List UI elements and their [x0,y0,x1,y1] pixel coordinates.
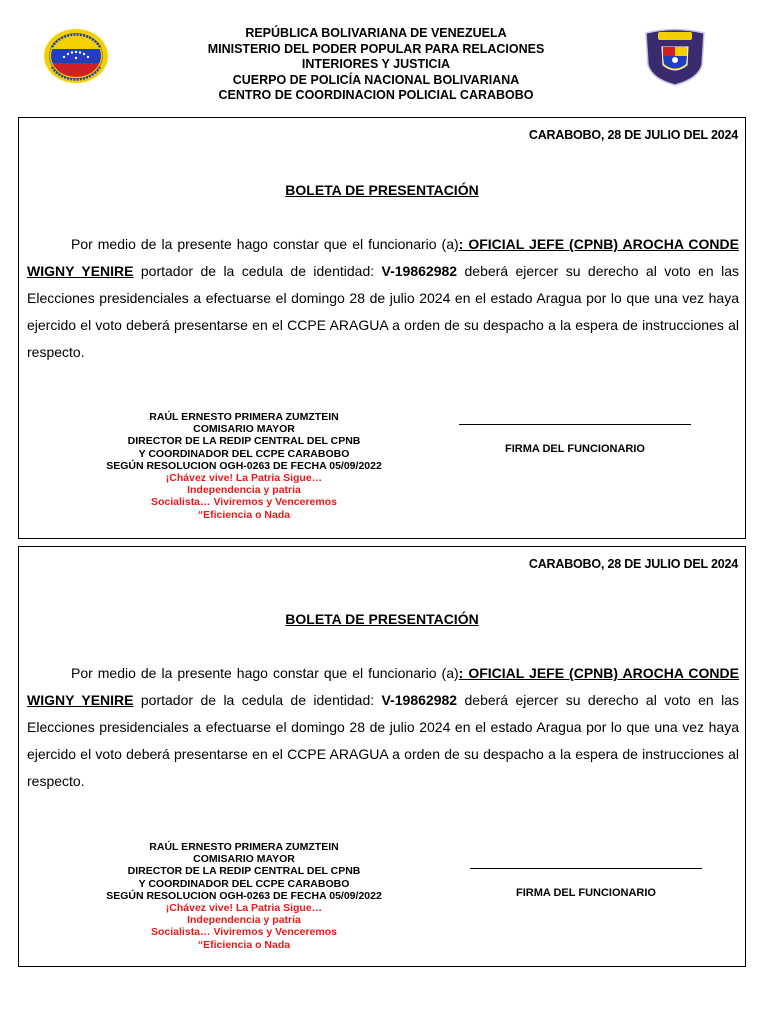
signature-field [468,868,704,899]
signatory-line: Y COORDINADOR DEL CCPE CARABOBO [138,877,350,890]
signatory-line: RAÚL ERNESTO PRIMERA ZUMZTEIN [149,841,339,853]
officer-rank-name: : OFICIAL JEFE (CPNB) AROCHA CONDE WIGNY YENIRE [27,665,739,708]
motto-line: ¡Chávez vive! La Patria Sigue… [165,902,323,915]
signature-line [459,424,691,425]
signature-field [457,424,693,455]
signatory-block [53,841,435,951]
header-line: CENTRO DE COORDINACION POLICIAL CARABOBO [218,88,534,102]
body-id-intro: portador de la cedula de identidad: [133,692,382,708]
body-intro: Por medio de la presente hago constar que el funcionario (a) [71,665,459,681]
signatory-line: RAÚL ERNESTO PRIMERA ZUMZTEIN [149,411,339,423]
motto-line: “Eficiencia o Nada [197,508,291,521]
signatory-line: SEGÚN RESOLUCION OGH-0263 DE FECHA 05/09/2022 [106,459,382,472]
officer-rank-name: : OFICIAL JEFE (CPNB) AROCHA CONDE WIGNY YENIRE [27,236,739,279]
signature-label: FIRMA DEL FUNCIONARIO [505,443,645,455]
body-rest: deberá ejercer su derecho al voto en las Elecciones presidenciales a efectuarse el domingo 28 de julio 2024 en el estado Aragua por lo que una vez haya ejercido el voto deberá presentarse en el CCPE ARAGUA a orden de su despacho a la espera de instrucciones al respecto. [27,263,739,360]
body-intro: Por medio de la presente hago constar que el funcionario (a) [71,236,459,252]
body-id-intro: portador de la cedula de identidad: [133,263,382,279]
signatory-line: COMISARIO MAYOR [193,853,295,866]
signatory-block [53,411,435,521]
officer-id: V-19862982 [381,263,458,279]
letterhead-text [150,26,602,104]
motto-line: Socialista… Viviremos y Venceremos [151,926,337,939]
document-date: CARABOBO, 28 DE JULIO DEL 2024 [528,128,738,142]
body-rest: deberá ejercer su derecho al voto en las Elecciones presidenciales a efectuarse el domingo 28 de julio 2024 en el estado Aragua por lo que una vez haya ejercido el voto deberá presentarse en el CCPE ARAGUA a orden de su despacho a la espera de instrucciones al respecto. [27,692,739,789]
boleta-card [18,546,746,967]
document-date: CARABOBO, 28 DE JULIO DEL 2024 [528,557,738,571]
motto-line: Socialista… Viviremos y Venceremos [151,496,337,509]
motto-line: ¡Chávez vive! La Patria Sigue… [165,472,323,485]
document-body [27,231,739,366]
signature-label: FIRMA DEL FUNCIONARIO [516,887,656,899]
header-line: INTERIORES Y JUSTICIA [301,57,451,71]
document-title: BOLETA DE PRESENTACIÓN [285,611,479,627]
officer-id: V-19862982 [381,692,458,708]
motto-line: Independencia y patria [187,914,301,927]
header-line: CUERPO DE POLICÍA NACIONAL BOLIVARIANA [232,72,520,87]
letterhead [0,24,768,108]
signatory-line: COMISARIO MAYOR [193,423,295,436]
signatory-line: DIRECTOR DE LA REDIP CENTRAL DEL CPNB [127,865,361,878]
boleta-card [18,117,746,539]
police-shield-badge-icon [640,27,710,87]
document-body [27,660,739,795]
signatory-line: Y COORDINADOR DEL CCPE CARABOBO [138,447,350,460]
ministry-flag-seal-icon [42,27,110,85]
signature-line [470,868,702,869]
signatory-line: SEGÚN RESOLUCION OGH-0263 DE FECHA 05/09/2022 [106,889,382,902]
motto-line: “Eficiencia o Nada [197,938,291,951]
header-line: MINISTERIO DEL PODER POPULAR PARA RELACIONES [207,41,545,56]
motto-line: Independencia y patria [187,484,301,497]
signatory-line: DIRECTOR DE LA REDIP CENTRAL DEL CPNB [127,435,361,448]
header-line: REPÚBLICA BOLIVARIANA DE VENEZUELA [245,26,507,40]
document-title: BOLETA DE PRESENTACIÓN [285,182,479,198]
